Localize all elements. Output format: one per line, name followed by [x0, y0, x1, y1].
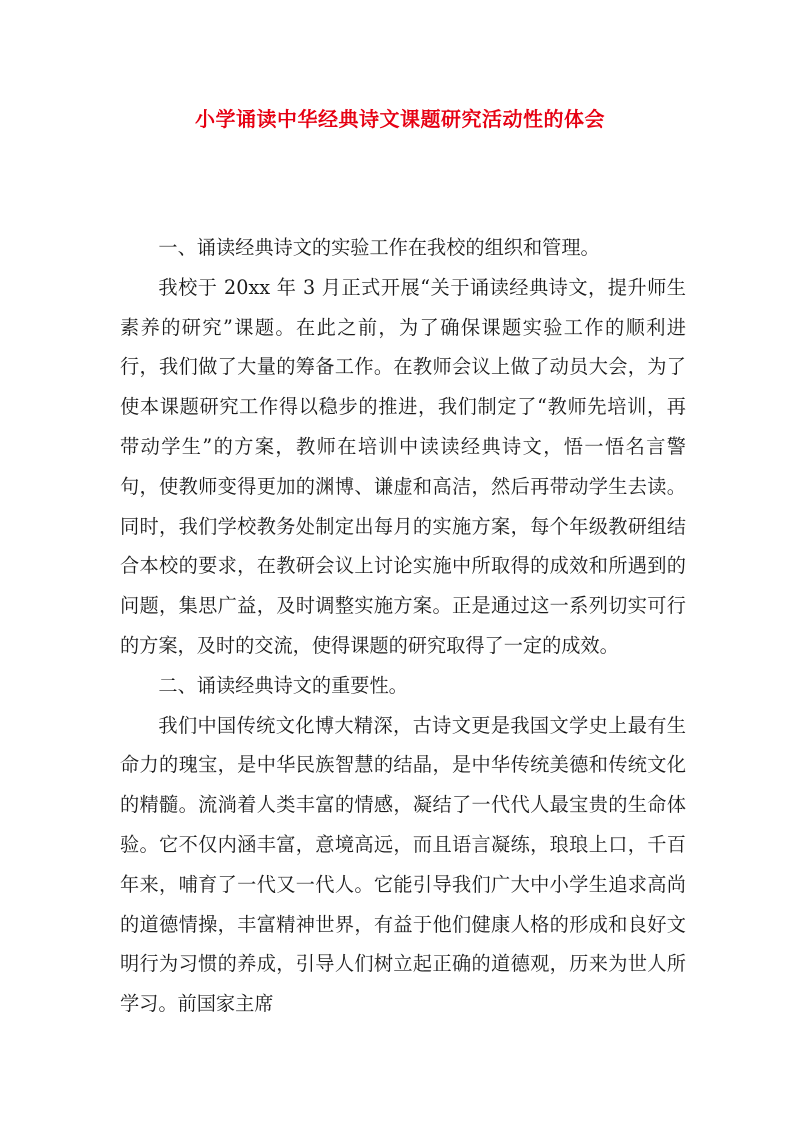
body-paragraph: 我们中国传统文化博大精深，古诗文更是我国文学史上最有生命力的瑰宝，是中华民族智慧的结晶，是中华传统美德和传统文化的精髓。流淌着人类丰富的情感，凝结了一代代人最宝贵的生命体验。它不仅内涵丰富，意境高远，而且语言凝练，琅琅上口，千百年来，哺育了一代又一代人。它能引导我们广大中小学生追求高尚的道德情操，丰富精神世界，有益于他们健康人格的形成和良好文明行为习惯的养成，引导人们树立起正确的道德观，历来为世人所学习。前国家主席 — [120, 713, 686, 1016]
section-heading-importance: 二、诵读经典诗文的重要性。 — [158, 673, 408, 697]
body-paragraph: 我校于 20xx 年 3 月正式开展“关于诵读经典诗文，提升师生素养的研究”课题。在此之前，为了确保课题实验工作的顺利进行，我们做了大量的筹备工作。在教师会议上做了动员大会，为了使本课题研究工作得以稳步的推进，我们制定了“教师先培训，再带动学生”的方案，教师在培训中读读经典诗文，悟一悟名言警句，使教师变得更加的渊博、谦虚和高洁，然后再带动学生去读。同时，我们学校教务处制定出每月的实施方案，每个年级教研组结合本校的要求，在教研会议上讨论实施中所取得的成效和所遇到的问题，集思广益，及时调整实施方案。正是通过这一系列切实可行的方案，及时的交流，使得课题的研究取得了一定的成效。 — [120, 275, 686, 657]
document-body — [120, 228, 686, 1024]
document-title: 小学诵读中华经典诗文课题研究活动性的体会 — [195, 107, 605, 131]
section-heading-organization: 一、诵读经典诗文的实验工作在我校的组织和管理。 — [158, 236, 600, 259]
